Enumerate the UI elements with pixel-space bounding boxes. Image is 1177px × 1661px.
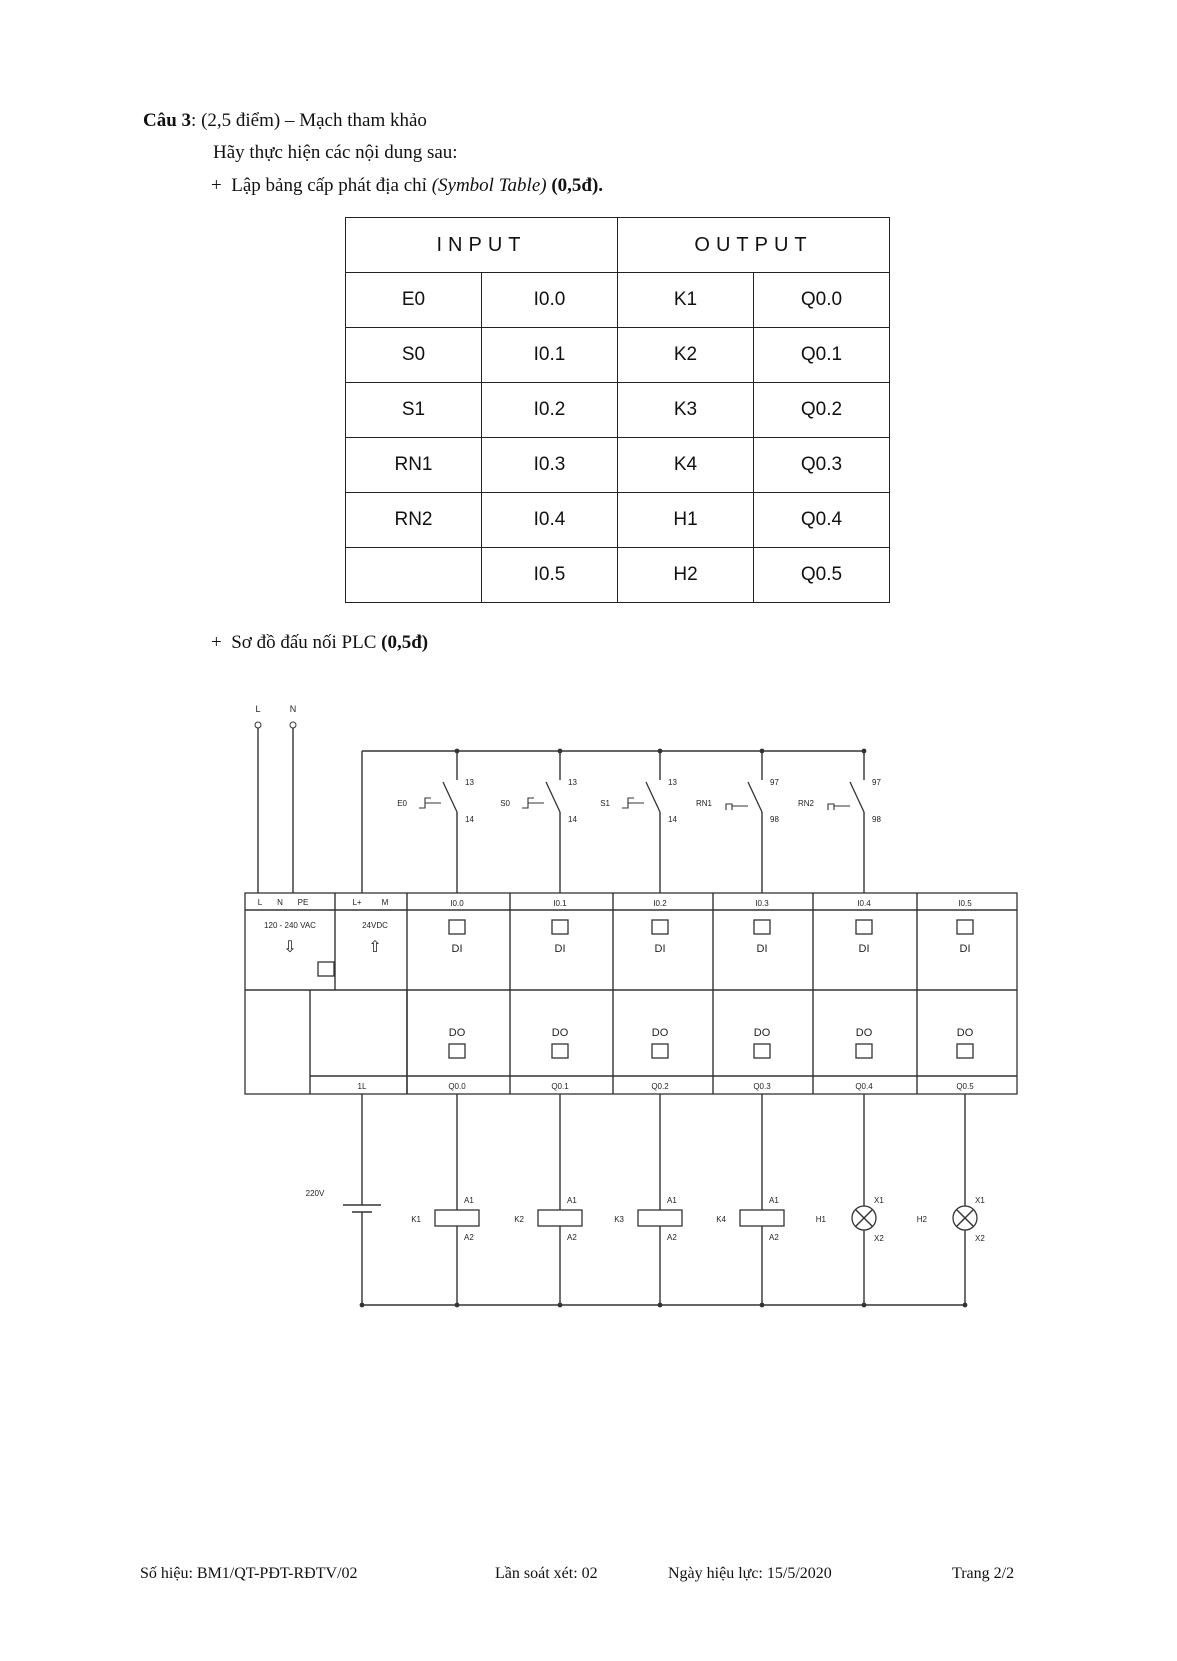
- switch-contact: [748, 782, 762, 812]
- input-address-label: I0.3: [755, 899, 769, 908]
- di-label: DI: [756, 943, 768, 955]
- do-label: DO: [855, 1027, 873, 1039]
- coil-name: K1: [411, 1215, 421, 1224]
- lamp-terminal-bottom: X2: [874, 1234, 884, 1243]
- table-cell: Q0.2: [754, 383, 890, 438]
- power-terminal-label: N: [277, 898, 283, 907]
- input-address-label: I0.5: [958, 899, 972, 908]
- junction-dot: [760, 1303, 765, 1308]
- switch-contact: [443, 782, 457, 812]
- power-terminal-label: L: [257, 898, 263, 907]
- switch-name: RN1: [695, 799, 712, 808]
- output-address-label: Q0.3: [753, 1082, 771, 1091]
- junction-dot: [963, 1303, 968, 1308]
- do-label: DO: [551, 1027, 569, 1039]
- ac-arrow-icon: ⇩: [283, 939, 297, 956]
- do-indicator: [652, 1044, 668, 1058]
- table-cell: I0.5: [482, 548, 618, 603]
- coil-terminal-bottom: A2: [464, 1233, 474, 1242]
- switch-contact: [646, 782, 660, 812]
- di-label: DI: [451, 943, 463, 955]
- switch-terminal-top: 97: [872, 778, 881, 787]
- question-label: Câu 3: [143, 110, 192, 131]
- di-indicator: [856, 920, 872, 934]
- coil-terminal-top: A1: [464, 1196, 474, 1205]
- dc-arrow-icon: ⇧: [368, 939, 382, 956]
- do-label: DO: [448, 1027, 466, 1039]
- coil-terminal-bottom: A2: [567, 1233, 577, 1242]
- power-indicator: [318, 962, 334, 976]
- input-address-label: I0.1: [553, 899, 567, 908]
- junction-dot: [455, 1303, 460, 1308]
- table-cell: I0.4: [482, 493, 618, 548]
- do-indicator: [449, 1044, 465, 1058]
- relay-coil: [435, 1210, 479, 1226]
- di-label: DI: [554, 943, 566, 955]
- switch-terminal-top: 13: [465, 778, 474, 787]
- junction-dot: [658, 1303, 663, 1308]
- thermal-actuator: [726, 804, 748, 810]
- lamp-terminal-bottom: X2: [975, 1234, 985, 1243]
- output-address-label: Q0.2: [651, 1082, 669, 1091]
- switch-terminal-top: 13: [668, 778, 677, 787]
- supply-l-label: L: [255, 704, 261, 714]
- coil-terminal-top: A1: [567, 1196, 577, 1205]
- switch-name: RN2: [797, 799, 814, 808]
- do-indicator: [552, 1044, 568, 1058]
- pushbutton-actuator: [622, 798, 644, 808]
- switch-contact: [546, 782, 560, 812]
- input-address-label: I0.2: [653, 899, 667, 908]
- table-cell: I0.0: [482, 273, 618, 328]
- power-terminal-label: PE: [297, 898, 309, 907]
- switch-terminal-bottom: 98: [770, 815, 779, 824]
- output-address-label: Q0.4: [855, 1082, 873, 1091]
- lamp-name: H2: [916, 1215, 927, 1224]
- task-2-bullet: +: [211, 632, 222, 653]
- do-indicator: [957, 1044, 973, 1058]
- coil-terminal-top: A1: [667, 1196, 677, 1205]
- do-indicator: [856, 1044, 872, 1058]
- do-label: DO: [651, 1027, 669, 1039]
- ac-rating-label: 120 - 240 VAC: [264, 921, 316, 930]
- dc-rating-label: 24VDC: [362, 921, 388, 930]
- footer-revision: Lần soát xét: 02: [495, 1565, 598, 1582]
- table-cell: Q0.1: [754, 328, 890, 383]
- power-terminal-label: M: [381, 898, 389, 907]
- coil-terminal-bottom: A2: [769, 1233, 779, 1242]
- table-cell: Q0.3: [754, 438, 890, 493]
- table-cell: S0: [346, 328, 482, 383]
- coil-terminal-top: A1: [769, 1196, 779, 1205]
- switch-terminal-bottom: 98: [872, 815, 881, 824]
- output-address-label: Q0.0: [448, 1082, 466, 1091]
- di-label: DI: [654, 943, 666, 955]
- table-cell: I0.2: [482, 383, 618, 438]
- table-cell: K2: [618, 328, 754, 383]
- table-cell: RN2: [346, 493, 482, 548]
- input-address-label: I0.0: [450, 899, 464, 908]
- do-label: DO: [753, 1027, 771, 1039]
- input-address-label: I0.4: [857, 899, 871, 908]
- do-label: DO: [956, 1027, 974, 1039]
- table-cell: E0: [346, 273, 482, 328]
- table-cell: I0.3: [482, 438, 618, 493]
- switch-contact: [850, 782, 864, 812]
- supply-n-label: N: [289, 704, 297, 714]
- task-2-text: Sơ đồ đấu nối PLC: [231, 632, 377, 653]
- output-address-label: Q0.1: [551, 1082, 569, 1091]
- table-cell: K1: [618, 273, 754, 328]
- task-1-italic: (Symbol Table): [431, 175, 547, 196]
- di-indicator: [957, 920, 973, 934]
- footer-effective-date: Ngày hiệu lực: 15/5/2020: [668, 1565, 832, 1582]
- do-indicator: [754, 1044, 770, 1058]
- table-cell: K3: [618, 383, 754, 438]
- table-cell: Q0.4: [754, 493, 890, 548]
- task-1-text: Lập bảng cấp phát địa chỉ: [231, 175, 427, 196]
- di-label: DI: [858, 943, 870, 955]
- task-1-points: (0,5đ).: [551, 175, 604, 196]
- relay-coil: [740, 1210, 784, 1226]
- source-voltage-label: 220V: [305, 1189, 325, 1198]
- di-label: DI: [959, 943, 971, 955]
- plc-body: [245, 893, 1017, 1094]
- switch-terminal-bottom: 14: [568, 815, 577, 824]
- pushbutton-actuator: [419, 798, 441, 808]
- output-address-label: Q0.5: [956, 1082, 974, 1091]
- coil-name: K2: [514, 1215, 524, 1224]
- lamp-terminal-top: X1: [975, 1196, 985, 1205]
- di-indicator: [652, 920, 668, 934]
- footer-page: Trang 2/2: [952, 1565, 1015, 1582]
- relay-coil: [638, 1210, 682, 1226]
- di-indicator: [552, 920, 568, 934]
- input-header: INPUT: [346, 218, 618, 273]
- table-cell: Q0.0: [754, 273, 890, 328]
- thermal-actuator: [828, 804, 850, 810]
- supply-l-terminal: [255, 722, 261, 728]
- relay-coil: [538, 1210, 582, 1226]
- switch-terminal-top: 97: [770, 778, 779, 787]
- coil-name: K4: [716, 1215, 726, 1224]
- table-cell: H1: [618, 493, 754, 548]
- switch-name: S1: [600, 799, 610, 808]
- junction-dot: [360, 1303, 365, 1308]
- coil-name: K3: [614, 1215, 624, 1224]
- supply-n-terminal: [290, 722, 296, 728]
- question-heading-rest: : (2,5 điểm) – Mạch tham khảo: [191, 110, 427, 131]
- task-2-points: (0,5đ): [381, 632, 429, 653]
- lamp-terminal-top: X1: [874, 1196, 884, 1205]
- output-header: OUTPUT: [618, 218, 890, 273]
- common-terminal-label: 1L: [357, 1082, 367, 1091]
- instruction-text: Hãy thực hiện các nội dung sau:: [213, 142, 458, 163]
- switch-terminal-bottom: 14: [668, 815, 677, 824]
- table-cell: I0.1: [482, 328, 618, 383]
- switch-name: S0: [500, 799, 510, 808]
- lamp-name: H1: [815, 1215, 826, 1224]
- table-cell: Q0.5: [754, 548, 890, 603]
- switch-terminal-bottom: 14: [465, 815, 474, 824]
- switch-name: E0: [397, 799, 407, 808]
- junction-dot: [558, 1303, 563, 1308]
- power-terminal-label: L+: [352, 898, 362, 907]
- footer-code: Số hiệu: BM1/QT-PĐT-RĐTV/02: [140, 1565, 358, 1582]
- junction-dot: [862, 1303, 867, 1308]
- di-indicator: [754, 920, 770, 934]
- coil-terminal-bottom: A2: [667, 1233, 677, 1242]
- table-cell: H2: [618, 548, 754, 603]
- pushbutton-actuator: [522, 798, 544, 808]
- table-cell: S1: [346, 383, 482, 438]
- task-1-bullet: +: [211, 175, 222, 196]
- table-cell: K4: [618, 438, 754, 493]
- table-cell: RN1: [346, 438, 482, 493]
- di-indicator: [449, 920, 465, 934]
- switch-terminal-top: 13: [568, 778, 577, 787]
